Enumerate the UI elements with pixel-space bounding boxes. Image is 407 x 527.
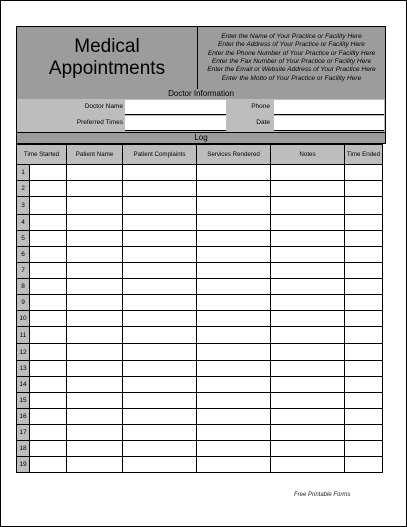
log-row xyxy=(17,311,383,327)
patient-complaints-cell[interactable] xyxy=(123,263,197,279)
practice-address: Enter the Address of Your Practice or Facility Here xyxy=(218,41,365,49)
form-header xyxy=(16,26,386,90)
log-header: Log xyxy=(16,133,386,144)
notes-cell[interactable] xyxy=(271,344,345,361)
time-started-cell[interactable] xyxy=(30,344,67,361)
doctor-name-field[interactable] xyxy=(125,100,226,115)
practice-email: Enter the Email or Website Address of Your Practice Here xyxy=(207,66,376,74)
patient-complaints-cell[interactable] xyxy=(123,295,197,311)
time-ended-cell[interactable] xyxy=(345,377,383,393)
patient-name-cell[interactable] xyxy=(67,263,123,279)
services-rendered-cell[interactable] xyxy=(197,263,271,279)
notes-cell[interactable] xyxy=(271,425,345,441)
services-rendered-cell[interactable] xyxy=(197,409,271,425)
row-number: 12 xyxy=(17,344,30,361)
notes-cell[interactable] xyxy=(271,441,345,457)
row-number: 15 xyxy=(17,393,30,409)
col-time-started: Time Started xyxy=(17,145,67,165)
services-rendered-cell[interactable] xyxy=(197,215,271,231)
services-rendered-cell[interactable] xyxy=(197,344,271,361)
log-row xyxy=(17,279,383,295)
row-number: 14 xyxy=(17,377,30,393)
services-rendered-cell[interactable] xyxy=(197,327,271,344)
time-ended-cell[interactable] xyxy=(345,457,383,473)
patient-name-cell[interactable] xyxy=(67,247,123,263)
row-number: 8 xyxy=(17,279,30,295)
preferred-times-field[interactable] xyxy=(125,116,226,131)
time-ended-cell[interactable] xyxy=(345,425,383,441)
row-number: 9 xyxy=(17,295,30,311)
time-started-cell[interactable] xyxy=(30,311,67,327)
services-rendered-cell[interactable] xyxy=(197,457,271,473)
time-ended-cell[interactable] xyxy=(345,327,383,344)
patient-name-cell[interactable] xyxy=(67,279,123,295)
time-started-cell[interactable] xyxy=(30,425,67,441)
time-ended-cell[interactable] xyxy=(345,197,383,215)
notes-cell[interactable] xyxy=(271,181,345,197)
time-started-cell[interactable] xyxy=(30,295,67,311)
notes-cell[interactable] xyxy=(271,247,345,263)
doctor-info-header: Doctor Information xyxy=(16,89,386,100)
time-started-cell[interactable] xyxy=(30,181,67,197)
patient-complaints-cell[interactable] xyxy=(123,181,197,197)
time-ended-cell[interactable] xyxy=(345,165,383,181)
notes-cell[interactable] xyxy=(271,377,345,393)
patient-complaints-cell[interactable] xyxy=(123,393,197,409)
patient-complaints-cell[interactable] xyxy=(123,344,197,361)
patient-complaints-cell[interactable] xyxy=(123,311,197,327)
title-line-2: Appointments xyxy=(48,58,166,79)
col-notes: Notes xyxy=(271,145,345,165)
patient-complaints-cell[interactable] xyxy=(123,457,197,473)
patient-name-cell[interactable] xyxy=(67,457,123,473)
services-rendered-cell[interactable] xyxy=(197,181,271,197)
notes-cell[interactable] xyxy=(271,327,345,344)
services-rendered-cell[interactable] xyxy=(197,361,271,377)
services-rendered-cell[interactable] xyxy=(197,165,271,181)
patient-name-cell[interactable] xyxy=(67,393,123,409)
log-row xyxy=(17,247,383,263)
patient-complaints-cell[interactable] xyxy=(123,361,197,377)
patient-name-cell[interactable] xyxy=(67,344,123,361)
patient-name-cell[interactable] xyxy=(67,197,123,215)
patient-name-cell[interactable] xyxy=(67,409,123,425)
row-number: 6 xyxy=(17,247,30,263)
patient-complaints-cell[interactable] xyxy=(123,231,197,247)
doctor-info-area xyxy=(16,99,386,133)
log-row xyxy=(17,409,383,425)
phone-field[interactable] xyxy=(274,100,384,115)
log-row xyxy=(17,215,383,231)
services-rendered-cell[interactable] xyxy=(197,279,271,295)
notes-cell[interactable] xyxy=(271,231,345,247)
time-started-cell[interactable] xyxy=(30,165,67,181)
patient-name-cell[interactable] xyxy=(67,165,123,181)
time-started-cell[interactable] xyxy=(30,393,67,409)
row-number: 3 xyxy=(17,197,30,215)
patient-complaints-cell[interactable] xyxy=(123,247,197,263)
patient-name-cell[interactable] xyxy=(67,181,123,197)
time-started-cell[interactable] xyxy=(30,231,67,247)
services-rendered-cell[interactable] xyxy=(197,377,271,393)
services-rendered-cell[interactable] xyxy=(197,295,271,311)
row-number: 10 xyxy=(17,311,30,327)
col-patient-complaints: Patient Complaints xyxy=(123,145,197,165)
time-ended-cell[interactable] xyxy=(345,263,383,279)
patient-complaints-cell[interactable] xyxy=(123,409,197,425)
col-time-ended: Time Ended xyxy=(345,145,383,165)
services-rendered-cell[interactable] xyxy=(197,393,271,409)
log-row xyxy=(17,165,383,181)
doctor-row-1 xyxy=(17,100,385,116)
time-started-cell[interactable] xyxy=(30,441,67,457)
notes-cell[interactable] xyxy=(271,311,345,327)
doctor-row-2 xyxy=(17,116,385,132)
notes-cell[interactable] xyxy=(271,409,345,425)
practice-fax: Enter the Fax Number of Your Practice or Facility Here xyxy=(211,58,372,65)
col-patient-name: Patient Name xyxy=(67,145,123,165)
time-started-cell[interactable] xyxy=(30,377,67,393)
title-line-1: Medical xyxy=(74,36,140,57)
notes-cell[interactable] xyxy=(271,279,345,295)
log-row xyxy=(17,327,383,344)
log-row xyxy=(17,425,383,441)
log-row xyxy=(17,263,383,279)
notes-cell[interactable] xyxy=(271,457,345,473)
time-ended-cell[interactable] xyxy=(345,295,383,311)
patient-name-cell[interactable] xyxy=(67,311,123,327)
time-started-cell[interactable] xyxy=(30,263,67,279)
services-rendered-cell[interactable] xyxy=(197,231,271,247)
log-row xyxy=(17,393,383,409)
date-label: Date xyxy=(256,119,270,126)
log-row xyxy=(17,295,383,311)
time-ended-cell[interactable] xyxy=(345,361,383,377)
row-number: 2 xyxy=(17,181,30,197)
services-rendered-cell[interactable] xyxy=(197,197,271,215)
log-row xyxy=(17,377,383,393)
log-body xyxy=(17,165,383,473)
time-ended-cell[interactable] xyxy=(345,181,383,197)
services-rendered-cell[interactable] xyxy=(197,441,271,457)
phone-label: Phone xyxy=(251,103,270,110)
patient-complaints-cell[interactable] xyxy=(123,377,197,393)
patient-complaints-cell[interactable] xyxy=(123,197,197,215)
services-rendered-cell[interactable] xyxy=(197,247,271,263)
patient-name-cell[interactable] xyxy=(67,377,123,393)
row-number: 13 xyxy=(17,361,30,377)
notes-cell[interactable] xyxy=(271,215,345,231)
row-number: 1 xyxy=(17,165,30,181)
row-number: 19 xyxy=(17,457,30,473)
time-ended-cell[interactable] xyxy=(345,409,383,425)
time-started-cell[interactable] xyxy=(30,215,67,231)
time-ended-cell[interactable] xyxy=(345,311,383,327)
patient-complaints-cell[interactable] xyxy=(123,327,197,344)
time-started-cell[interactable] xyxy=(30,327,67,344)
practice-phone: Enter the Phone Number of Your Practice or Facility Here xyxy=(207,49,376,57)
row-number: 7 xyxy=(17,263,30,279)
row-number: 16 xyxy=(17,409,30,425)
log-row xyxy=(17,441,383,457)
practice-info xyxy=(198,27,385,89)
log-row xyxy=(17,361,383,377)
col-services-rendered: Services Rendered xyxy=(197,145,271,165)
services-rendered-cell[interactable] xyxy=(197,311,271,327)
practice-name: Enter the Name of Your Practice or Facility Here xyxy=(221,32,362,40)
footer-text: Free Printable Forms xyxy=(294,492,351,498)
patient-name-cell[interactable] xyxy=(67,327,123,344)
log-row xyxy=(17,231,383,247)
notes-cell[interactable] xyxy=(271,165,345,181)
time-started-cell[interactable] xyxy=(30,279,67,295)
time-ended-cell[interactable] xyxy=(345,215,383,231)
time-ended-cell[interactable] xyxy=(345,247,383,263)
time-started-cell[interactable] xyxy=(30,361,67,377)
patient-complaints-cell[interactable] xyxy=(123,441,197,457)
log-row xyxy=(17,197,383,215)
patient-name-cell[interactable] xyxy=(67,441,123,457)
patient-name-cell[interactable] xyxy=(67,231,123,247)
log-row xyxy=(17,181,383,197)
row-number: 5 xyxy=(17,231,30,247)
time-ended-cell[interactable] xyxy=(345,344,383,361)
patient-name-cell[interactable] xyxy=(67,215,123,231)
notes-cell[interactable] xyxy=(271,263,345,279)
row-number: 18 xyxy=(17,441,30,457)
patient-complaints-cell[interactable] xyxy=(123,165,197,181)
services-rendered-cell[interactable] xyxy=(197,425,271,441)
patient-name-cell[interactable] xyxy=(67,425,123,441)
preferred-times-label: Preferred Times xyxy=(76,119,123,126)
date-field[interactable] xyxy=(274,116,384,131)
time-ended-cell[interactable] xyxy=(345,441,383,457)
time-started-cell[interactable] xyxy=(30,409,67,425)
patient-complaints-cell[interactable] xyxy=(123,425,197,441)
time-started-cell[interactable] xyxy=(30,457,67,473)
patient-complaints-cell[interactable] xyxy=(123,279,197,295)
notes-cell[interactable] xyxy=(271,197,345,215)
time-ended-cell[interactable] xyxy=(345,231,383,247)
patient-complaints-cell[interactable] xyxy=(123,215,197,231)
time-ended-cell[interactable] xyxy=(345,279,383,295)
patient-name-cell[interactable] xyxy=(67,361,123,377)
notes-cell[interactable] xyxy=(271,361,345,377)
form-title xyxy=(17,27,198,89)
log-row xyxy=(17,344,383,361)
time-ended-cell[interactable] xyxy=(345,393,383,409)
practice-motto: Enter the Motto of Your Practice or Facility Here xyxy=(221,74,362,82)
notes-cell[interactable] xyxy=(271,295,345,311)
notes-cell[interactable] xyxy=(271,393,345,409)
patient-name-cell[interactable] xyxy=(67,295,123,311)
log-header-row xyxy=(17,145,383,165)
doctor-name-label: Doctor Name xyxy=(84,103,123,110)
log-table xyxy=(16,144,383,473)
row-number: 11 xyxy=(17,327,30,344)
row-number: 4 xyxy=(17,215,30,231)
time-started-cell[interactable] xyxy=(30,197,67,215)
row-number: 17 xyxy=(17,425,30,441)
log-row xyxy=(17,457,383,473)
time-started-cell[interactable] xyxy=(30,247,67,263)
